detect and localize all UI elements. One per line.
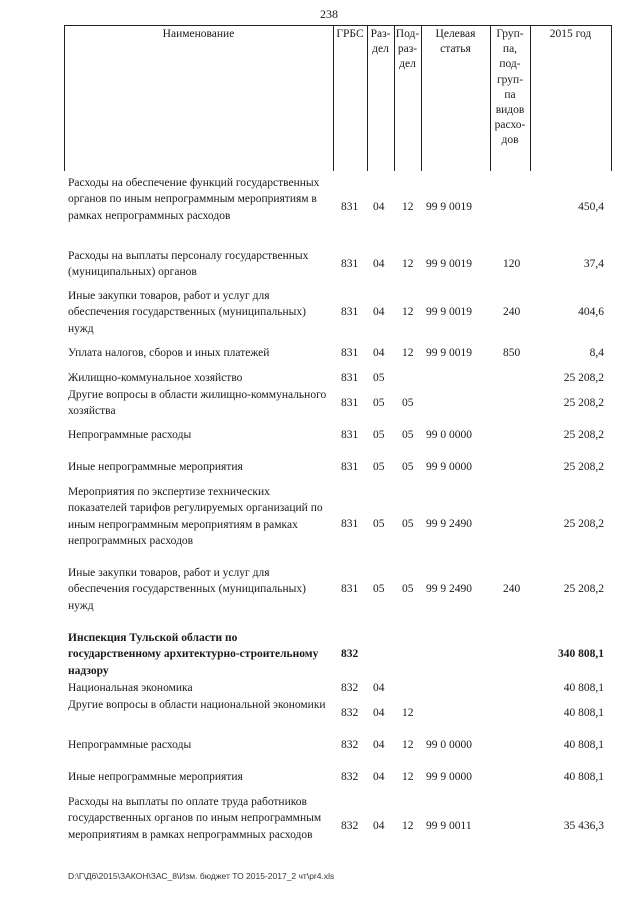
row-name: Непрограммные расходы [68,429,192,441]
row-tselevaya: 99 0 0000 [426,429,472,441]
header-podrazdel [394,27,421,73]
header-text-line: па [504,88,516,101]
row-podrazdel: 12 [402,347,414,359]
row-sum: 40 808,1 [563,707,604,719]
row-podrazdel: 12 [402,306,414,318]
header-text-line: Раз- [370,28,391,40]
row-grbs: 832 [341,820,359,832]
header-text-line: раз- [397,43,418,56]
header-text-line: расхо- [494,119,526,132]
header-text-line: под- [499,58,521,71]
row-podrazdel: 12 [402,258,414,270]
row-razdel: 05 [373,397,385,409]
row-razdel: 04 [373,682,385,694]
row-sum: 25 208,2 [563,461,604,473]
row-sum: 40 808,1 [563,682,604,694]
row-name: Жилищно-коммунальное хозяйство [68,372,243,384]
header-grbs: ГРБС [336,28,364,40]
row-sum: 340 808,1 [558,648,604,660]
header-text-line: статья [440,43,471,56]
row-podrazdel: 05 [402,518,414,530]
header-text-line: дел [372,43,389,56]
row-razdel: 04 [373,201,385,213]
row-gruppa: 240 [503,583,521,595]
row-razdel: 05 [373,461,385,473]
row-name: Иные закупки товаров, работ и услуг для обеспечения государственных (муниципальных) нужд [68,567,306,612]
row-grbs: 832 [341,648,359,660]
file-path-footer: D:\Г\Д6\2015\ЗАКОН\ЗАС_8\Изм. бюджет ТО 2015-2017_2 чт\pr4.xls [68,871,335,881]
row-gruppa: 240 [503,306,521,318]
row-podrazdel: 12 [402,820,414,832]
row-sum: 25 208,2 [563,429,604,441]
row-name: Иные непрограммные мероприятия [68,771,243,783]
header-divider [333,25,334,171]
row-grbs: 831 [341,372,359,384]
row-name: Уплата налогов, сборов и иных платежей [68,347,270,359]
row-sum: 25 208,2 [563,583,604,595]
row-razdel: 04 [373,707,385,719]
row-grbs: 831 [341,518,359,530]
row-name: Расходы на выплаты персоналу государственных (муниципальных) органов [68,250,309,279]
row-podrazdel: 12 [402,739,414,751]
header-text-line: дел [399,58,416,71]
header-name: Наименование [162,28,235,40]
row-sum: 404,6 [578,306,604,318]
row-name: Непрограммные расходы [68,739,192,751]
table-header [64,25,612,171]
row-razdel: 05 [373,372,385,384]
row-name: Иные закупки товаров, работ и услуг для обеспечения государственных (муниципальных) нужд [68,290,306,335]
header-text-line: груп- [496,73,524,86]
row-grbs: 832 [341,771,359,783]
row-name: Национальная экономика [68,682,193,694]
row-name: Мероприятия по экспертизе технических показателей тарифов регулируемых организаций по иным непрограммным мероприятиям в рамках непрограммных расходов [68,486,323,547]
page-number: 238 [320,7,338,21]
row-name: Расходы на обеспечение функций государственных органов по иным непрограммным мероприятиям в рамках непрограммных расходов [68,177,320,222]
row-grbs: 831 [341,583,359,595]
header-gruppa [490,27,530,149]
row-grbs: 831 [341,461,359,473]
header-text-line: Груп- [496,28,524,40]
row-grbs: 831 [341,306,359,318]
row-sum: 25 208,2 [563,372,604,384]
header-text-line: Под- [395,28,420,40]
row-podrazdel: 12 [402,201,414,213]
row-razdel: 05 [373,583,385,595]
header-text-line: па, [502,43,518,56]
row-podrazdel: 12 [402,771,414,783]
row-sum: 40 808,1 [563,771,604,783]
header-razdel [367,27,394,57]
row-podrazdel: 05 [402,461,414,473]
row-sum: 37,4 [583,258,604,270]
row-tselevaya: 99 9 0019 [426,201,472,213]
row-tselevaya: 99 9 2490 [426,583,472,595]
header-text-line: видов [495,104,525,117]
row-podrazdel: 05 [402,429,414,441]
row-grbs: 831 [341,429,359,441]
row-podrazdel: 05 [402,583,414,595]
row-grbs: 831 [341,258,359,270]
row-razdel: 04 [373,820,385,832]
row-razdel: 04 [373,739,385,751]
row-razdel: 04 [373,258,385,270]
row-razdel: 05 [373,429,385,441]
row-sum: 40 808,1 [563,739,604,751]
row-tselevaya: 99 9 0019 [426,258,472,270]
row-grbs: 831 [341,397,359,409]
header-tselevaya [421,27,490,57]
row-razdel: 04 [373,347,385,359]
row-tselevaya: 99 9 0000 [426,771,472,783]
header-text-line: Целевая [435,28,476,40]
row-tselevaya: 99 9 0019 [426,347,472,359]
row-sum: 35 436,3 [563,820,604,832]
row-grbs: 832 [341,682,359,694]
row-sum: 25 208,2 [563,397,604,409]
row-gruppa: 120 [503,258,521,270]
header-year: 2015 год [549,28,592,40]
row-name: Иные непрограммные мероприятия [68,461,243,473]
row-podrazdel: 05 [402,397,414,409]
row-tselevaya: 99 9 0011 [426,820,472,832]
row-name: Другие вопросы в области национальной экономики [68,699,326,711]
row-tselevaya: 99 0 0000 [426,739,472,751]
row-razdel: 04 [373,306,385,318]
row-razdel: 04 [373,771,385,783]
row-tselevaya: 99 9 0000 [426,461,472,473]
row-sum: 8,4 [589,347,604,359]
row-grbs: 832 [341,739,359,751]
row-grbs: 831 [341,201,359,213]
header-text-line: дов [501,134,519,147]
header-divider [64,25,65,171]
row-gruppa: 850 [503,347,521,359]
row-name: Расходы на выплаты по оплате труда работников государственных органов по иным непрограммным мероприятиям в рамках непрограммных расходов [68,796,322,841]
row-grbs: 831 [341,347,359,359]
row-name: Инспекция Тульской области по государственному архитектурно-строительному надзору [68,632,319,677]
header-divider [611,25,612,171]
row-tselevaya: 99 9 2490 [426,518,472,530]
row-sum: 450,4 [578,201,604,213]
row-podrazdel: 12 [402,707,414,719]
row-grbs: 832 [341,707,359,719]
header-divider [530,25,531,171]
row-sum: 25 208,2 [563,518,604,530]
row-razdel: 05 [373,518,385,530]
row-name: Другие вопросы в области жилищно-коммунального хозяйства [68,389,327,418]
row-tselevaya: 99 9 0019 [426,306,472,318]
